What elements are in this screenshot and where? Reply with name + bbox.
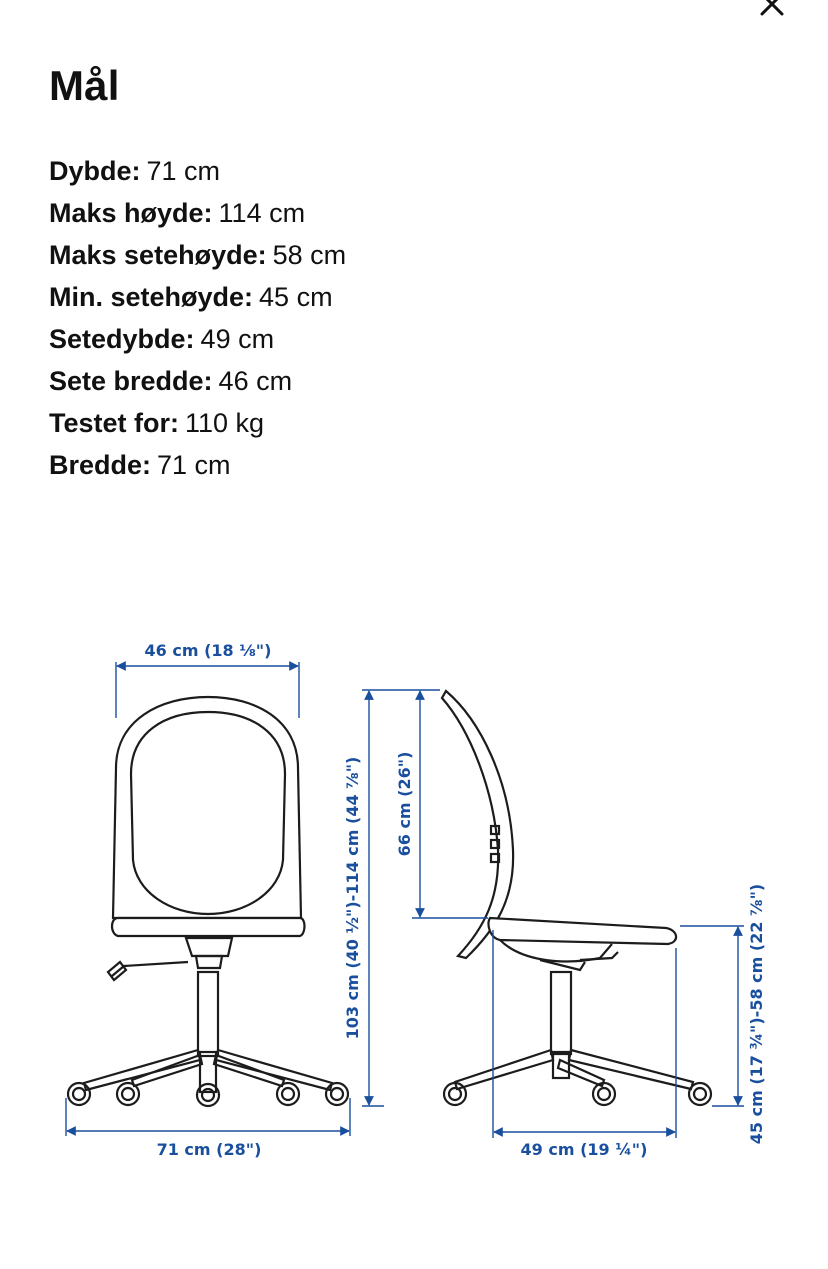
spec-label: Testet for: [49,408,180,438]
spec-value: 110 kg [185,408,265,438]
dim-label-base-width: 71 cm (28") [156,1140,262,1159]
spec-value: 49 cm [200,324,275,354]
chair-front-view [68,697,348,1106]
spec-row-tested-for [49,402,346,444]
page-title: Mål [49,62,120,109]
dimension-diagram [0,600,828,1200]
spec-label: Dybde: [49,156,141,186]
spec-row-seat-width [49,360,346,402]
dim-label-seat-width: 46 cm (18 ⅛") [144,641,272,660]
dim-label-seat-depth: 49 cm (19 ¼") [520,1140,648,1159]
spec-row-width [49,444,346,486]
spec-row-min-seat-height [49,276,346,318]
spec-label: Maks høyde: [49,198,213,228]
spec-list [49,150,346,486]
spec-label: Sete bredde: [49,366,213,396]
spec-value: 71 cm [146,156,221,186]
spec-value: 114 cm [218,198,306,228]
close-icon [758,0,786,18]
dim-label-seat-height: 45 cm (17 ¾")-58 cm (22 ⅞") [747,883,766,1145]
spec-value: 45 cm [259,282,333,312]
spec-value: 71 cm [157,450,231,480]
spec-label: Min. setehøyde: [49,282,254,312]
dim-label-back-height: 66 cm (26") [395,751,414,857]
spec-row-depth [49,150,346,192]
spec-row-max-height [49,192,346,234]
spec-row-max-seat-height [49,234,346,276]
chair-side-view [442,691,711,1105]
dim-label-total-height: 103 cm (40 ½")-114 cm (44 ⅞") [343,756,362,1040]
dimension-drawing [0,600,828,1200]
spec-row-seat-depth [49,318,346,360]
close-button[interactable] [752,0,792,22]
spec-label: Maks setehøyde: [49,240,267,270]
spec-value: 46 cm [218,366,293,396]
spec-label: Bredde: [49,450,152,480]
spec-value: 58 cm [272,240,347,270]
spec-label: Setedybde: [49,324,195,354]
